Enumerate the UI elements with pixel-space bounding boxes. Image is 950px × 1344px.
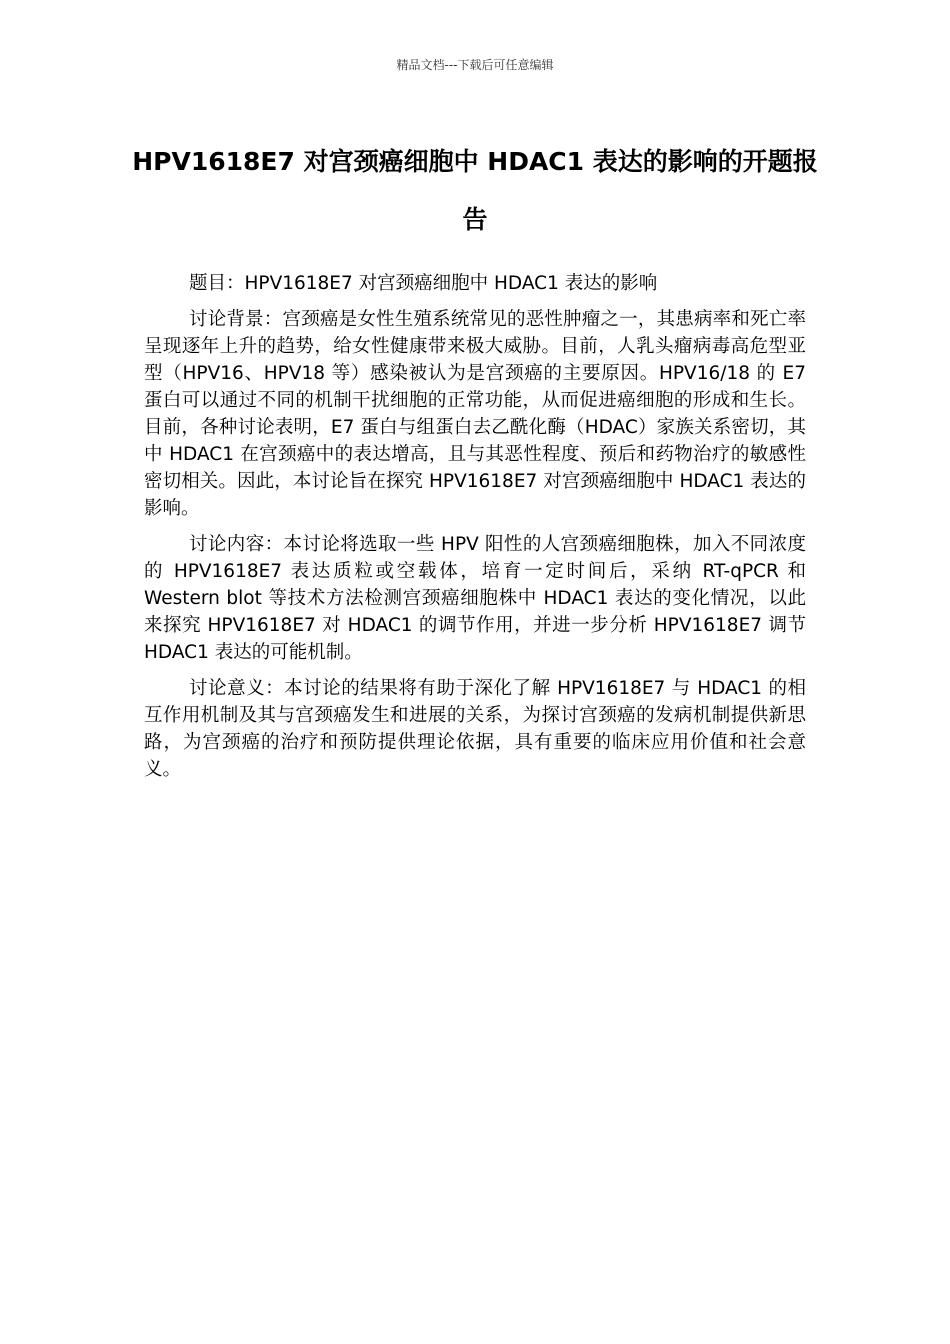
document-title: HPV1618E7 对宫颈癌细胞中 HDAC1 表达的影响的开题报告 (132, 147, 818, 234)
document-body (144, 270, 806, 792)
page-header-note: 精品文档---下载后可任意编辑 (396, 58, 554, 72)
significance-paragraph: 讨论意义：本讨论的结果将有助于深化了解 HPV1618E7 与 HDAC1 的相互作用机制及其与宫颈癌发生和进展的关系，为探讨宫颈癌的发病机制提供新思路，为宫颈癌的治疗和预防提供理论依据，具有重要的临床应用价值和社会意义。 (144, 678, 806, 780)
topic-paragraph: 题目：HPV1618E7 对宫颈癌细胞中 HDAC1 表达的影响 (189, 273, 658, 294)
background-paragraph: 讨论背景：宫颈癌是女性生殖系统常见的恶性肿瘤之一，其患病率和死亡率呈现逐年上升的趋势，给女性健康带来极大威胁。目前，人乳头瘤病毒高危型亚型（HPV16、HPV18 等）感染被认为是宫颈癌的主要原因。HPV16/18 的 E7 蛋白可以通过不同的机制干扰细胞的正常功能，从而促进癌细胞的形成和生长。目前，各种讨论表明，E7 蛋白与组蛋白去乙酰化酶（HDAC）家族关系密切，其中 HDAC1 在宫颈癌中的表达增高，且与其恶性程度、预后和药物治疗的敏感性密切相关。因此，本讨论旨在探究 HPV1618E7 对宫颈癌细胞中 HDAC1 表达的影响。 (144, 309, 806, 519)
content-paragraph: 讨论内容：本讨论将选取一些 HPV 阳性的人宫颈癌细胞株，加入不同浓度的 HPV1618E7 表达质粒或空载体，培育一定时间后，采纳 RT-qPCR 和 Western blot 等技术方法检测宫颈癌细胞株中 HDAC1 表达的变化情况，以此来探究 HPV1618E7 对 HDAC1 的调节作用，并进一步分析 HPV1618E7 调节 HDAC1 表达的可能机制。 (144, 534, 806, 663)
